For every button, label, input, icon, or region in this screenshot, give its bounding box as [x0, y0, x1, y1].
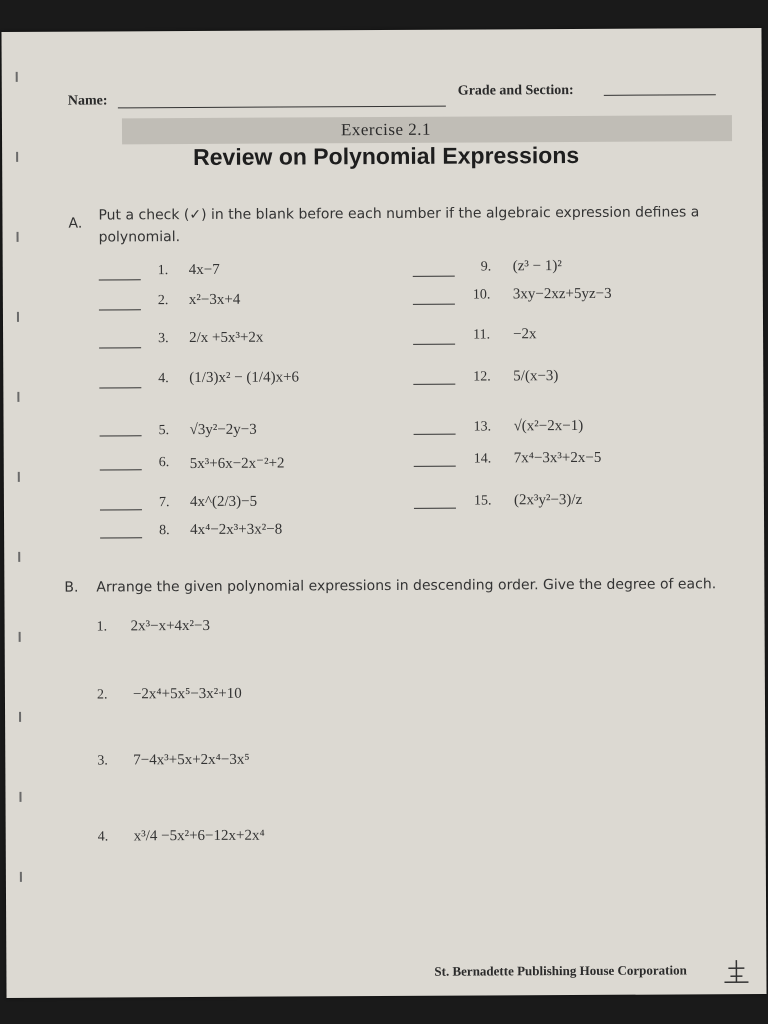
name-blank[interactable] [118, 106, 446, 109]
check-blank[interactable] [414, 508, 456, 509]
item-number: 1. [96, 619, 108, 635]
section-a-instruction-cont: polynomial. [98, 229, 181, 246]
binder-mark [20, 872, 22, 882]
expression: 7x⁴−3x³+2x−5 [513, 449, 602, 467]
section-b-instruction: Arrange the given polynomial expressions in descending order. Give the degree of each. [96, 576, 717, 596]
binder-mark [19, 712, 21, 722]
binder-mark [17, 232, 19, 242]
expression: √(x²−2x−1) [513, 417, 584, 435]
publisher-logo-icon [718, 956, 754, 986]
item-number: 2. [157, 293, 169, 309]
check-blank[interactable] [100, 537, 142, 538]
check-blank[interactable] [413, 276, 455, 277]
check-blank[interactable] [99, 387, 141, 388]
check-blank[interactable] [413, 304, 455, 305]
expression: 2x³−x+4x²−3 [130, 617, 211, 635]
publisher-footer: St. Bernadette Publishing House Corporation [434, 962, 687, 979]
item-number: 5. [158, 423, 170, 439]
binder-mark [19, 792, 21, 802]
expression: (z³ − 1)² [512, 258, 562, 275]
expression: 4x−7 [188, 261, 220, 279]
name-label: Name: [67, 93, 108, 109]
page-title: Review on Polynomial Expressions [193, 141, 580, 170]
check-blank[interactable] [100, 509, 142, 510]
item-number: 2. [96, 687, 108, 703]
binder-mark [17, 312, 19, 322]
grade-section-label: Grade and Section: [457, 83, 574, 99]
binder-mark [18, 552, 20, 562]
item-number: 14. [473, 451, 492, 467]
binder-mark [18, 472, 20, 482]
item-number: 12. [473, 369, 491, 385]
expression: x³/4 −5x²+6−12x+2x⁴ [133, 827, 265, 845]
worksheet-page [1, 28, 766, 998]
item-number: 8. [159, 523, 170, 539]
item-number: 3. [97, 753, 108, 769]
item-number: 7. [158, 495, 170, 511]
grade-section-blank[interactable] [604, 94, 716, 96]
check-blank[interactable] [99, 309, 141, 310]
item-number: 15. [473, 493, 492, 509]
expression: (2x³y²−3)/z [513, 491, 583, 509]
section-a-letter: A. [68, 215, 83, 232]
check-blank[interactable] [99, 279, 141, 280]
binder-mark [19, 632, 21, 642]
item-number: 11. [473, 327, 491, 343]
item-number: 10. [472, 287, 491, 303]
item-number: 6. [158, 455, 170, 471]
exercise-number: Exercise 2.1 [340, 119, 432, 140]
expression: √3y²−2y−3 [189, 421, 257, 439]
binder-mark [17, 392, 19, 402]
item-number: 1. [157, 263, 169, 279]
expression: 4x⁴−2x³+3x²−8 [190, 521, 283, 539]
check-blank[interactable] [413, 384, 455, 385]
binder-mark [16, 72, 18, 82]
expression: x²−3x+4 [188, 291, 241, 309]
section-a-instruction: Put a check (✓) in the blank before each number if the algebraic expression defines a [98, 204, 700, 224]
item-number: 4. [158, 371, 169, 387]
check-blank[interactable] [100, 469, 142, 470]
check-blank[interactable] [413, 344, 455, 345]
expression: 7−4x³+5x+2x⁴−3x⁵ [133, 751, 250, 769]
expression: −2x [513, 326, 537, 343]
expression: 4x^(2/3)−5 [189, 493, 258, 511]
check-blank[interactable] [99, 347, 141, 348]
check-blank[interactable] [414, 466, 456, 467]
item-number: 9. [480, 259, 492, 275]
expression: 5/(x−3) [513, 368, 559, 385]
item-number: 13. [473, 419, 492, 435]
expression: 3xy−2xz+5yz−3 [512, 285, 612, 303]
check-blank[interactable] [414, 434, 456, 435]
expression: −2x⁴+5x⁵−3x²+10 [132, 685, 242, 703]
section-b-letter: B. [64, 579, 79, 596]
expression: (1/3)x² − (1/4)x+6 [189, 369, 300, 387]
expression: 2/x +5x³+2x [189, 329, 264, 347]
item-number: 3. [158, 331, 169, 347]
expression: 5x³+6x−2x⁻²+2 [189, 455, 285, 473]
check-blank[interactable] [100, 435, 142, 436]
item-number: 4. [97, 829, 109, 845]
